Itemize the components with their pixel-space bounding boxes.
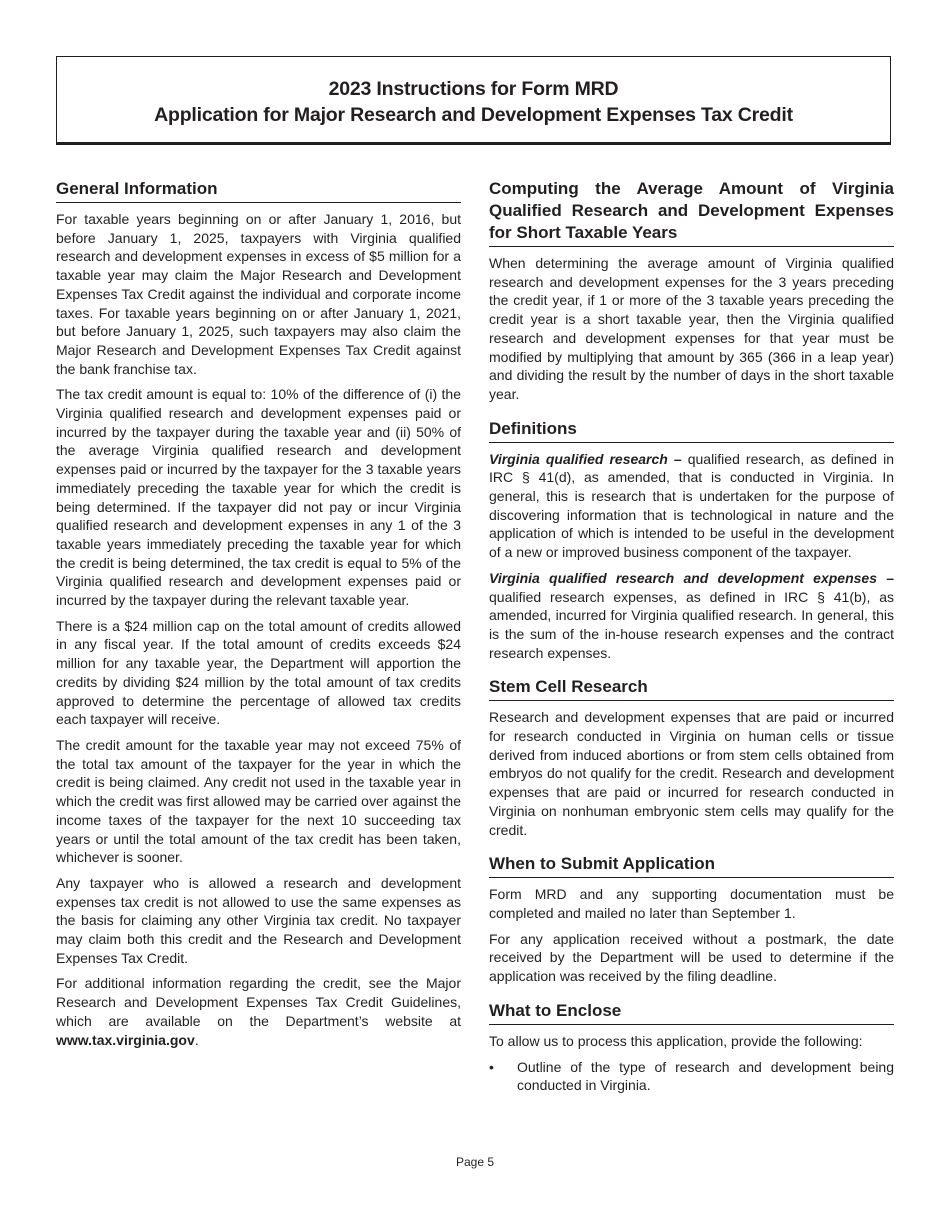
paragraph: Any taxpayer who is allowed a research and development expenses tax credit is not allowed to use the same expenses as the basis for claiming any other Virginia tax credit. No taxpayer may claim both this credit and the Research and Development Expenses Tax Credit. xyxy=(56,874,461,966)
section-heading: What to Enclose xyxy=(489,1000,894,1025)
paragraph: Form MRD and any supporting documentation must be completed and mailed no later than September 1. xyxy=(489,886,894,921)
paragraph xyxy=(56,974,461,1049)
section-what-to-enclose xyxy=(489,1000,894,1095)
definition-text: qualified research, as defined in IRC § 41(d), as amended, that is conducted in Virginia. In general, this is research that is undertaken for the purpose of discovering information that is technological in nature and the application of which is intended to be useful in the development of a new or improved business component of the taxpayer. xyxy=(489,450,894,561)
section-heading: General Information xyxy=(56,178,461,203)
definition-item xyxy=(489,569,894,663)
list-item-text: Outline of the type of research and development being conducted in Virginia. xyxy=(517,1058,894,1094)
document-subtitle: Application for Major Research and Development Expenses Tax Credit xyxy=(154,104,793,126)
section-heading: Stem Cell Research xyxy=(489,676,894,701)
section-short-taxable-years xyxy=(489,178,894,404)
definition-term: Virginia qualified research – xyxy=(489,450,682,467)
paragraph-text: For additional information regarding the credit, see the Major Research and Development Expenses Tax Credit Guidelines, which are available on the Department’s website at xyxy=(56,975,461,1029)
section-heading: When to Submit Application xyxy=(489,853,894,878)
paragraph: The credit amount for the taxable year may not exceed 75% of the total tax amount of the taxpayer for the year in which the credit is being claimed. Any credit not used in the taxable year in which the credit was first allowed may be carried over against the income taxes of the taxpayer for the next 10 succeeding tax years or until the total amount of the tax credit has been taken, whichever is sooner. xyxy=(56,736,461,866)
list-item xyxy=(489,1058,894,1095)
document-title-box xyxy=(56,56,891,145)
paragraph: For any application received without a postmark, the date received by the Department will be used to determine if the application was received by the filing deadline. xyxy=(489,930,894,985)
paragraph: Research and development expenses that are paid or incurred for research conducted in Virginia on human cells or tissue derived from induced abortions or from stem cells obtained from embryos do not qualify for the credit. Research and development expenses that are paid or incurred for research conducted in Virginia on nonhuman embryonic stem cells may qualify for the credit. xyxy=(489,709,894,838)
definition-text: qualified research expenses, as defined in IRC § 41(b), as amended, incurred for Virginia qualified research. In general, this is the sum of the in-house research expenses and the contract research expenses. xyxy=(489,588,894,661)
paragraph: For taxable years beginning on or after January 1, 2016, but before January 1, 2025, taxpayers with Virginia qualified research and development expenses in excess of $5 million for a taxable year may claim the Major Research and Development Expenses Tax Credit against the individual and corporate income taxes. For taxable years beginning on or after January 1, 2021, but before January 1, 2025, such taxpayers may also claim the Major Research and Development Expenses Tax Credit against the bank franchise tax. xyxy=(56,211,461,377)
section-when-to-submit xyxy=(489,853,894,986)
left-column xyxy=(56,178,461,1063)
paragraph: The tax credit amount is equal to: 10% of the difference of (i) the Virginia qualified research and development expenses paid or incurred by the taxpayer during the taxable year and (ii) 50% of the average Virginia qualified research and development expenses paid or incurred by the taxpayer for the 3 taxable years immediately preceding the taxable year for which the credit is being determined. If the taxpayer did not pay or incur Virginia qualified research and development expenses in any 1 of the 3 taxable years immediately preceding the taxable year for which the credit is being determined, the tax credit is equal to 5% of the Virginia qualified research and development expenses paid or incurred by the taxpayer during the relevant taxable year. xyxy=(56,386,461,609)
definition-item xyxy=(489,450,894,562)
document-title: 2023 Instructions for Form MRD xyxy=(328,78,619,100)
bullet-icon: • xyxy=(489,1058,494,1075)
section-heading: Computing the Average Amount of Virginia Qualified Research and Development Expenses for Short Taxable Years xyxy=(489,178,894,247)
section-stem-cell-research xyxy=(489,676,894,839)
definition-term: Virginia qualified research and development expenses – xyxy=(489,569,894,586)
website-link[interactable]: www.tax.virginia.gov xyxy=(56,1031,195,1048)
section-definitions xyxy=(489,418,894,663)
right-column xyxy=(489,178,894,1109)
page-number: Page 5 xyxy=(455,1155,495,1169)
paragraph: To allow us to process this application, provide the following: xyxy=(489,1032,863,1049)
paragraph: When determining the average amount of Virginia qualified research and development expenses for the 3 years preceding the credit year, if 1 or more of the 3 taxable years preceding the credit year is a short taxable year, then the Virginia qualified research and development expenses for that year must be modified by multiplying that amount by 365 (366 in a leap year) and dividing the result by the number of days in the short taxable year. xyxy=(489,255,894,402)
paragraph-text: . xyxy=(194,1031,199,1048)
section-general-information xyxy=(56,178,461,1049)
section-heading: Definitions xyxy=(489,418,894,443)
paragraph: There is a $24 million cap on the total amount of credits allowed in any fiscal year. If the total amount of credits exceeds $24 million for any taxable year, the Department will apportion the credits by dividing $24 million by the total amount of tax credits approved to determine the percentage of allowed tax credits each taxpayer will receive. xyxy=(56,617,461,728)
